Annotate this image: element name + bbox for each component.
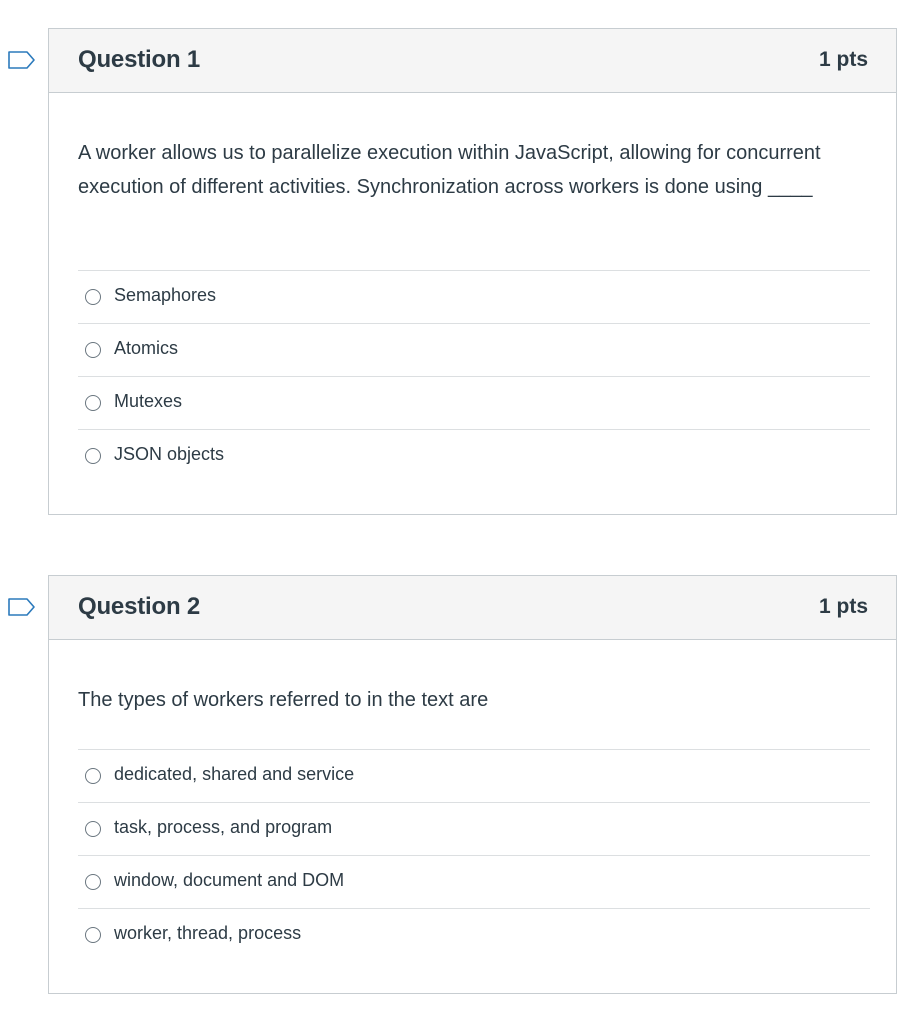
answer-label: Atomics	[114, 338, 179, 358]
flag-question-icon[interactable]	[8, 598, 36, 616]
answer-option[interactable]	[78, 802, 870, 855]
answer-list	[78, 270, 870, 482]
radio-button[interactable]	[85, 395, 101, 411]
answer-option[interactable]	[78, 323, 870, 376]
flag-question-icon[interactable]	[8, 51, 36, 69]
answer-label: dedicated, shared and service	[114, 764, 355, 784]
answer-option[interactable]	[78, 429, 870, 482]
answer-label: Mutexes	[114, 391, 183, 411]
question-text: A worker allows us to parallelize execution within JavaScript, allowing for concurrent execution of different activities. Synchronization across workers is done using ____	[78, 142, 821, 198]
question-text: The types of workers referred to in the text are	[78, 689, 489, 711]
radio-button[interactable]	[85, 821, 101, 837]
answer-option[interactable]	[78, 855, 870, 908]
answer-label: window, document and DOM	[114, 870, 345, 890]
answer-label: worker, thread, process	[114, 923, 302, 943]
answer-list	[78, 749, 870, 961]
radio-button[interactable]	[85, 768, 101, 784]
question-header	[49, 29, 896, 93]
answer-label: task, process, and program	[114, 817, 333, 837]
question-header	[49, 576, 896, 640]
answer-option[interactable]	[78, 749, 870, 802]
radio-button[interactable]	[85, 448, 101, 464]
question-card	[48, 28, 897, 515]
radio-button[interactable]	[85, 874, 101, 890]
radio-button[interactable]	[85, 927, 101, 943]
question-title: Question 1	[78, 46, 201, 73]
answer-option[interactable]	[78, 376, 870, 429]
question-points: 1 pts	[818, 595, 868, 618]
question-card	[48, 575, 897, 994]
answer-label: Semaphores	[114, 285, 217, 305]
question-title: Question 2	[78, 593, 201, 620]
radio-button[interactable]	[85, 342, 101, 358]
radio-button[interactable]	[85, 289, 101, 305]
answer-option[interactable]	[78, 908, 870, 961]
answer-label: JSON objects	[114, 444, 225, 464]
answer-option[interactable]	[78, 270, 870, 323]
question-points: 1 pts	[818, 48, 868, 71]
